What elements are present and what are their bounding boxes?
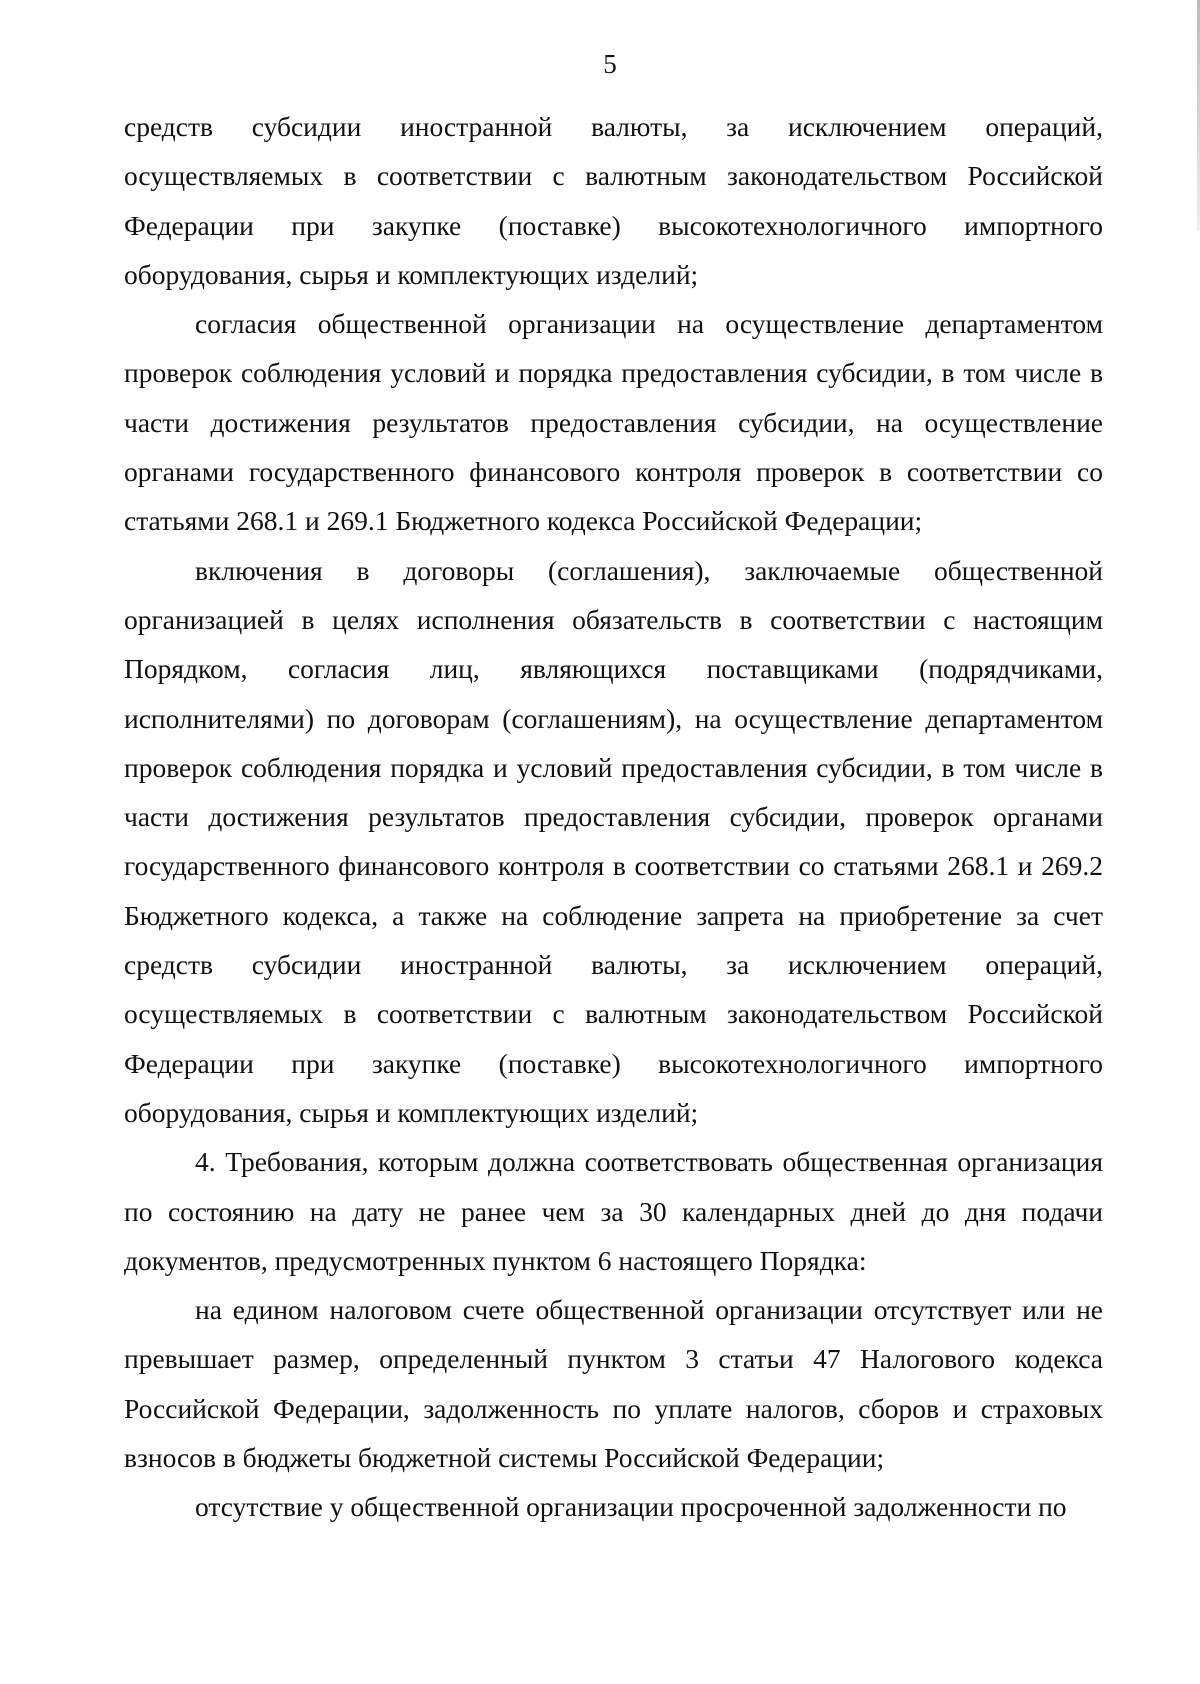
paragraph-requirements-item-4: 4. Требования, которым должна соответствовать общественная организация по состоянию на дату не ранее чем за 30 календарных дней до дня подачи документов, предусмотренных пунктом 6 настоящего Порядка:: [124, 1146, 1103, 1276]
paragraph-tax-debt: на едином налоговом счете общественной организации отсутствует или не превышает размер, определенный пунктом 3 статьи 47 Налогового кодекса Российской Федерации, задолженность по уплате налогов, сборов и страховых взносов в бюджеты бюджетной системы Российской Федерации;: [124, 1294, 1103, 1474]
paragraph-contract-inclusion: включения в договоры (соглашения), заключаемые общественной организацией в целях исполнения обязательств в соответствии с настоящим Порядком, согласия лиц, являющихся поставщиками (подрядчиками, исполнителями) по договорам (соглашениям), на осуществление департаментом проверок соблюдения порядка и условий предоставления субсидии, в том числе в части достижения результатов предоставления субсидии, проверок органами государственного финансового контроля в соответствии со статьями 268.1 и 269.2 Бюджетного кодекса, а также на соблюдение запрета на приобретение за счет средств субсидии иностранной валюты, за исключением операций, осуществляемых в соответствии с валютным законодательством Российской Федерации при закупке (поставке) высокотехнологичного импортного оборудования, сырья и комплектующих изделий;: [124, 554, 1103, 1128]
document-body: [124, 102, 1103, 1532]
paragraph-continuation-currency-ban: средств субсидии иностранной валюты, за исключением операций, осуществляемых в соответствии с валютным законодательством Российской Федерации при закупке (поставке) высокотехнологичного импортного оборудования, сырья и комплектующих изделий;: [124, 111, 1103, 290]
paragraph-consent-inspections: согласия общественной организации на осуществление департаментом проверок соблюдения условий и порядка предоставления субсидии, в том числе в части достижения результатов предоставления субсидии, на осуществление органами государственного финансового контроля проверок в соответствии со статьями 268.1 и 269.1 Бюджетного кодекса Российской Федерации;: [124, 308, 1103, 537]
page-number: 5: [603, 49, 617, 79]
paragraph-overdue-debt: отсутствие у общественной организации просроченной задолженности по: [195, 1491, 1067, 1523]
